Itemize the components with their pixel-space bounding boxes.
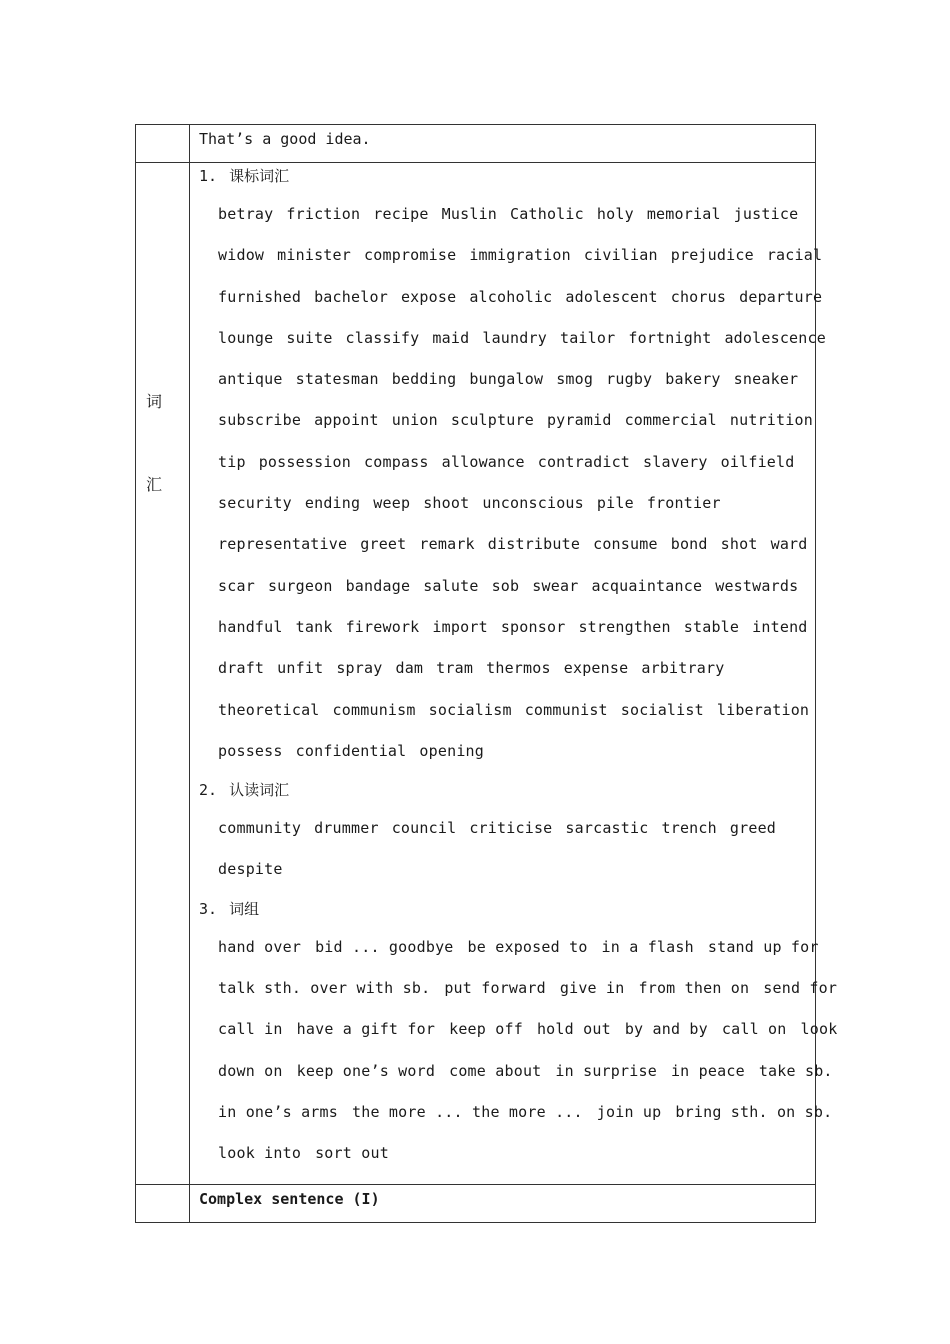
word-line <box>218 447 811 488</box>
vocab-word: salute <box>423 576 479 595</box>
word-line <box>218 653 811 694</box>
lesson-table <box>135 124 838 1223</box>
phrase: in a flash <box>601 937 694 956</box>
vocab-word: acquaintance <box>591 576 703 595</box>
word-line <box>218 854 811 895</box>
vocab-word: oilfield <box>720 452 795 471</box>
vocab-word: smog <box>556 370 594 389</box>
vocab-word: commercial <box>624 411 717 430</box>
vocab-word: expose <box>400 287 457 306</box>
word-line <box>218 323 826 364</box>
phrase: join up <box>596 1102 662 1121</box>
vocab-word: theoretical <box>218 700 320 719</box>
vocab-word: consume <box>593 535 658 554</box>
phrase: stand up for <box>707 937 819 956</box>
vocab-word: frontier <box>646 494 721 513</box>
vocab-word: pile <box>596 494 634 513</box>
word-line <box>218 282 823 323</box>
section-title: 词组 <box>229 899 260 918</box>
phrase: bring sth. on sb. <box>675 1102 833 1121</box>
vocab-word: arbitrary <box>641 659 725 678</box>
word-line <box>218 240 823 281</box>
section-title: 课标词汇 <box>229 167 290 185</box>
vocab-word: recipe <box>373 205 429 223</box>
word-line <box>218 488 811 529</box>
vocab-word: subscribe <box>218 411 302 430</box>
vocab-word: laundry <box>482 328 547 347</box>
phrase: come about <box>449 1061 542 1080</box>
empty-label-cell <box>136 1184 190 1222</box>
vocab-word: bakery <box>665 370 721 389</box>
section-heading <box>199 777 811 813</box>
vocab-word: compass <box>364 452 429 471</box>
word-line <box>218 1138 811 1179</box>
vocab-word: communism <box>332 700 416 719</box>
phrase: be exposed to <box>467 937 588 956</box>
vocab-word: confidential <box>295 741 407 760</box>
vocab-word: furnished <box>218 287 302 306</box>
vocab-word: unconscious <box>482 494 584 513</box>
vocab-word: union <box>391 411 438 430</box>
word-line <box>218 405 811 446</box>
vocab-word: statesman <box>295 370 379 389</box>
vocab-word: Catholic <box>510 205 584 223</box>
phrase: look into <box>218 1144 302 1163</box>
vocab-word: swear <box>532 576 579 595</box>
vocab-word: memorial <box>646 205 721 223</box>
empty-label-cell <box>136 125 190 163</box>
top-content-cell <box>190 125 816 163</box>
vocab-word: ward <box>770 535 808 554</box>
phrase: keep one’s word <box>296 1061 436 1080</box>
word-line <box>218 364 811 405</box>
vocab-word: expense <box>563 659 629 678</box>
phrase: take sb. <box>758 1061 833 1080</box>
vocab-word: Muslin <box>441 205 498 223</box>
vocabulary-label-cell <box>136 163 190 1185</box>
phrase: have a gift for <box>296 1020 436 1039</box>
phrase: in peace <box>670 1061 745 1080</box>
phrase: the more ... the more ... <box>352 1102 583 1121</box>
phrase: hand over <box>218 937 302 956</box>
vocabulary-content-cell <box>190 163 838 1185</box>
vocab-word: possession <box>258 452 352 471</box>
phrase: down on <box>218 1061 283 1080</box>
vocab-word: possess <box>218 741 283 760</box>
vocab-word: lounge <box>218 328 274 347</box>
phrase: in one’s arms <box>218 1102 338 1121</box>
vocab-word: scar <box>218 576 255 595</box>
phrase: keep off <box>449 1020 523 1039</box>
vocab-word: stable <box>683 617 740 636</box>
vocab-word: westwards <box>715 576 799 595</box>
vocab-word: bandage <box>345 576 411 595</box>
vocab-word: council <box>391 819 457 838</box>
vocab-word: criticise <box>469 819 553 838</box>
vocab-word: opening <box>419 741 485 760</box>
vocab-word: departure <box>739 287 823 306</box>
vocab-word: drummer <box>314 819 379 838</box>
vocab-word: racial <box>766 246 823 265</box>
phrase: by and by <box>624 1020 708 1039</box>
word-line <box>218 612 811 653</box>
word-line <box>218 529 811 570</box>
word-line <box>218 813 811 854</box>
vocab-word: appoint <box>314 411 379 430</box>
phrase: call on <box>721 1020 787 1039</box>
vocabulary-sections <box>190 163 838 1180</box>
vocab-word: sponsor <box>500 617 566 636</box>
vocab-word: socialism <box>428 700 512 719</box>
table-row-vocabulary <box>136 163 816 1185</box>
phrase: talk sth. over with sb. <box>218 979 431 998</box>
vocab-word: adolescent <box>565 287 658 306</box>
vocab-word: maid <box>432 328 470 347</box>
vocab-word: sarcastic <box>565 819 649 838</box>
phrase: look <box>800 1020 838 1039</box>
vocab-word: bond <box>670 535 708 554</box>
vocab-word: sculpture <box>450 411 534 430</box>
vocab-word: holy <box>596 205 634 223</box>
vocab-word: import <box>432 617 488 636</box>
vocab-word: betray <box>218 205 274 223</box>
section-heading <box>199 163 811 199</box>
vocab-word: compromise <box>364 246 457 265</box>
vocab-word: spray <box>336 659 383 678</box>
table-row-bottom <box>136 1184 816 1222</box>
vocab-word: shot <box>720 535 758 554</box>
vocab-word: distribute <box>487 535 581 554</box>
vocab-word: remark <box>419 535 475 554</box>
section-number: 3. <box>199 899 218 918</box>
vocab-word: communist <box>524 700 608 719</box>
vocab-word: security <box>218 494 292 513</box>
bottom-row-text: Complex sentence (I) <box>199 1189 380 1208</box>
vocab-word: despite <box>218 860 283 879</box>
phrase: bid ... goodbye <box>315 937 454 956</box>
vocab-word: strengthen <box>578 617 671 636</box>
vocab-word: greet <box>360 535 407 554</box>
word-line <box>218 973 838 1014</box>
vocab-word: chorus <box>670 287 727 306</box>
phrase: hold out <box>536 1020 611 1039</box>
vocab-word: handful <box>218 617 283 636</box>
vocab-word: allowance <box>441 452 525 471</box>
word-line <box>218 736 811 777</box>
vocab-word: antique <box>218 370 283 389</box>
vocab-word: sneaker <box>733 370 799 389</box>
vocab-word: rugby <box>606 370 653 389</box>
vocab-word: minister <box>277 246 352 265</box>
section-heading <box>199 896 811 932</box>
vocab-word: tailor <box>559 328 616 347</box>
vocab-word: sob <box>491 576 520 595</box>
section-title: 认读词汇 <box>229 781 290 800</box>
vocab-word: firework <box>345 617 420 636</box>
label-char-2: 汇 <box>146 475 163 494</box>
vocab-word: suite <box>286 328 333 347</box>
vocab-word: bachelor <box>314 287 388 306</box>
table-row-top <box>136 125 816 163</box>
vocab-word: nutrition <box>729 411 813 430</box>
vocab-word: friction <box>286 205 361 223</box>
vocab-word: bedding <box>391 370 457 389</box>
vocab-word: community <box>218 819 302 838</box>
vocab-word: adolescence <box>724 328 826 347</box>
vocab-word: contradict <box>537 452 631 471</box>
top-row-text: That’s a good idea. <box>199 130 371 148</box>
vocab-word: prejudice <box>670 246 754 265</box>
vocab-word: thermos <box>486 659 551 678</box>
vocab-word: ending <box>304 494 361 513</box>
bottom-content-cell <box>190 1184 816 1222</box>
vocab-word: immigration <box>469 246 571 265</box>
word-line <box>218 932 819 973</box>
vocab-word: socialist <box>620 700 704 719</box>
phrase: send for <box>763 979 838 998</box>
phrase: in surprise <box>555 1061 657 1080</box>
vocab-word: tip <box>218 452 246 471</box>
vocab-word: weep <box>373 494 411 513</box>
phrase: call in <box>218 1020 283 1039</box>
section-number: 2. <box>199 781 218 800</box>
phrase: give in <box>559 979 625 998</box>
word-line <box>218 1056 833 1097</box>
vocab-word: representative <box>218 535 348 554</box>
vocab-word: intend <box>752 617 808 636</box>
phrase: sort out <box>315 1144 389 1163</box>
vocab-word: tank <box>295 617 333 636</box>
vocab-word: classify <box>345 328 420 347</box>
vocab-word: greed <box>729 819 777 838</box>
word-line <box>218 199 811 240</box>
vocab-word: justice <box>733 205 799 223</box>
vocab-word: trench <box>661 819 717 838</box>
phrase: from then on <box>638 979 750 998</box>
word-line <box>218 695 811 736</box>
word-line <box>218 571 811 612</box>
word-line <box>218 1097 833 1138</box>
phrase: put forward <box>444 979 546 998</box>
vocab-word: pyramid <box>546 411 612 430</box>
word-line <box>218 1014 838 1055</box>
vocab-word: liberation <box>716 700 810 719</box>
vocab-word: unfit <box>277 659 324 678</box>
vocab-word: dam <box>395 659 424 678</box>
vocab-word: draft <box>218 659 265 678</box>
vocab-word: surgeon <box>267 576 333 595</box>
section-number: 1. <box>199 167 218 185</box>
vocab-word: civilian <box>583 246 658 265</box>
vocab-word: widow <box>218 246 265 265</box>
vocab-word: shoot <box>423 494 470 513</box>
vocab-word: fortnight <box>628 328 712 347</box>
vocab-word: slavery <box>643 452 708 471</box>
vocab-word: bungalow <box>469 370 544 389</box>
label-char-1: 词 <box>146 392 163 411</box>
vocab-word: alcoholic <box>469 287 553 306</box>
vocab-word: tram <box>436 659 474 678</box>
